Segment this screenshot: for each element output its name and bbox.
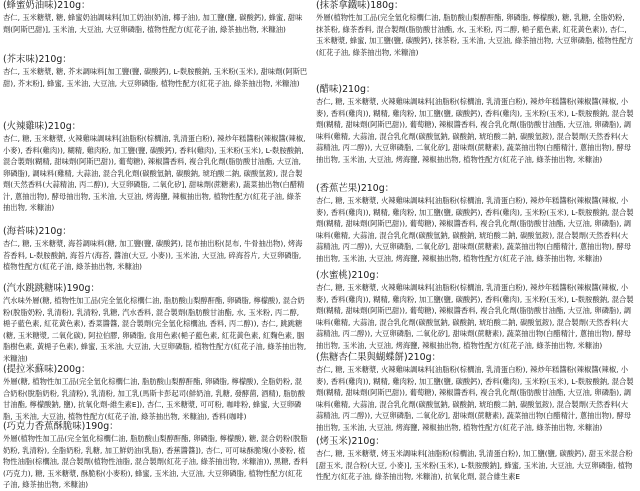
- flavor-entry-peach: [316, 270, 634, 350]
- flavor-entry-banana-mango: [316, 183, 634, 263]
- flavor-entry-choco-banana: [3, 421, 308, 489]
- flavor-title: (香蕉芒果)210g：: [316, 183, 395, 194]
- ingredients-text: 杏仁, 糖, 玉米糖漿, 烤玉米調味料[油脂粉(棕櫚油, 乳清蛋白粉), 加工鹽(鹽, 碳酸鈣), 甜玉米混合粉[甜玉米, 混合粉(大豆, 小麥)], 玉米粉(玉米), L-麩胺酸鈉], 蜂蜜, 玉米油, 大豆油, 大豆卵磷脂, 植物性配方(紅花子油, 綠茶抽出物, 米糠油), 抗氧化劑, 混合維生素E: [316, 449, 633, 481]
- flavor-title: (焦糖杏仁果與蝴蝶餅)210g：: [316, 352, 441, 363]
- ingredients-text: 杏仁, 糖, 玉米糖漿, 火辣雞味調味料[油脂粉(棕櫚油, 乳清蛋白粉), 辣炒年糕醬粉(辣椒醬(辣椒, 小麥), 香料(雞肉)), 糊精, 雞肉粉, 加工鹽(鹽, 碳酸鈣), 香料(雞肉), 玉米粉(玉米), L-麩胺酸鈉, 混合製劑(糊精, 甜味劑(阿斯巴甜)), 葡萄糖), 辣椒醬香料, 複合乳化劑(脂肪酸甘油酯, 大豆油, 卵磷脂), 調味料(雞精, 大蒜油, 混合乳化劑(碳酸氫鈉, 碳酸鈉, 琥珀酸二鈉, 碳酸氫銨), 混合製劑(天然香料(大蒜精油, 丙二醇)), 大豆卵磷脂, 二氧化矽], 甜味劑(蔗糖素), 蔬菜抽出物(白醋精汁, 蔥抽出物), 酵母抽出物, 玉米油, 大豆油, 烤海鹽, 辣椒抽出物, 植物性配方(紅花子油, 綠茶抽出物, 米糠油): [3, 134, 306, 212]
- ingredients-text: 杏仁, 糖, 玉米糖漿, 火辣雞味調味料[油脂粉(棕櫚油, 乳清蛋白粉), 辣炒年糕醬粉(辣椒醬(辣椒, 小麥), 香料(雞肉)), 糊精, 雞肉粉, 加工鹽(鹽, 碳酸鈣), 香料(雞肉), 玉米粉(玉米), L-麩胺酸鈉, 混合製劑(糊精, 甜味劑(阿斯巴甜)), 葡萄糖), 辣椒醬香料, 複合乳化劑(脂肪酸甘油酯, 大豆油, 卵磷脂), 調味料(雞精, 大蒜油, 混合乳化劑(碳酸氫鈉, 碳酸鈉, 琥珀酸二鈉, 碳酸氫銨), 混合製劑(天然香料(大蒜精油, 丙二醇)), 大豆卵磷脂, 二氧化矽], 甜味劑(蔗糖素), 蔬菜抽出物(白醋精汁, 蔥抽出物), 酵母抽出物, 玉米油, 大豆油, 烤海鹽, 辣椒抽出物, 植物性配方(紅花子油, 綠茶抽出物, 米糠油): [316, 196, 634, 263]
- flavor-entry-caramel-almond-pretzel: [316, 352, 634, 432]
- flavor-entry-strawberry: [316, 84, 634, 164]
- flavor-title: (火辣雞味)210g：: [3, 121, 82, 132]
- flavor-title: (海苔味)210g：: [3, 226, 72, 237]
- flavor-entry-honey-butter: [3, 0, 308, 62]
- flavor-title: (汽水跳跳糖味)190g：: [3, 283, 100, 294]
- ingredients-text: 外層(糖, 植物性加工品(完全氫化棕櫚仁油, 脂肪酸山梨醇酐酯, 卵磷脂, 檸檬酸), 全脂奶粉, 混合奶粉(脫脂奶粉, 乳清粉), 乳清粉, 加工乳(馬斯卡彭起司(鮮奶油, 乳糖, 發酵菌, 酒精), 脂肪酸甘油酯, 檸檬酸鈉, 鹽), 抗氧化劑-維生素E]), 杏仁, 玉米糖漿, 可可粉, 咖啡粉, 蜂蜜, 大豆卵磷脂, 玉米油, 大豆油, 植物性配方(紅花子油, 綠茶抽出物, 米糠油), 香料(咖啡): [3, 377, 306, 421]
- ingredients-text: 杏仁, 玉米糖漿, 糖, 蜂蜜奶油調味料[加工奶油(奶油, 椰子油), 加工鹽(鹽, 碳酸鈣), 蜂蜜, 甜味劑(阿斯巴甜)], 玉米油, 大豆油, 大豆卵磷脂, 植物性配方(紅花子油, 綠茶抽出物, 米糠油): [3, 13, 303, 34]
- ingredients-text: 杏仁, 糖, 玉米糖漿, 火辣雞味調味料[油脂粉(棕櫚油, 乳清蛋白粉), 辣炒年糕醬粉(辣椒醬(辣椒, 小麥), 香料(雞肉)), 糊精, 雞肉粉, 加工鹽(鹽, 碳酸鈣), 香料(雞肉), 玉米粉(玉米), L-麩胺酸鈉, 混合製劑(糊精, 甜味劑(阿斯巴甜)), 葡萄糖), 辣椒醬香料, 複合乳化劑(脂肪酸甘油酯, 大豆油, 卵磷脂), 調味料(雞精, 大蒜油, 混合乳化劑(碳酸氫鈉, 碳酸鈉, 琥珀酸二鈉, 碳酸氫銨), 混合製劑(天然香料(大蒜精油, 丙二醇)), 大豆卵磷脂, 二氧化矽], 甜味劑(蔗糖素), 蔬菜抽出物(白醋精汁, 蔥抽出物), 酵母抽出物, 玉米油, 大豆油, 烤海鹽, 辣椒抽出物, 植物性配方(紅花子油, 綠茶抽出物, 米糠油): [316, 283, 634, 350]
- flavor-entry-wasabi: [3, 54, 308, 120]
- flavor-title: (巧克力香蕉酥脆味)190g：: [3, 421, 119, 432]
- ingredients-text: 杏仁, 糖, 玉米糖漿, 海苔調味料(糖, 加工鹽(鹽, 碳酸鈣), 昆布抽出粉(昆布, 牛骨抽出物), 烤海苔香料, L-麩胺酸鈉, 海苔片(海苔, 醬油(大豆, 小麥)), 玉米油, 大豆油, 碎海苔片, 大豆卵磷脂, 植物性配方(紅花子油, 綠茶抽出物, 米糠油): [3, 239, 303, 271]
- ingredients-text: 杏仁, 糖, 玉米糖漿, 火辣雞味調味料[油脂粉(棕櫚油, 乳清蛋白粉), 辣炒年糕醬粉(辣椒醬(辣椒, 小麥), 香料(雞肉)), 糊精, 雞肉粉, 加工鹽(鹽, 碳酸鈣), 香料(雞肉), 玉米粉(玉米), L-麩胺酸鈉, 混合製劑(糊精, 甜味劑(阿斯巴甜)), 葡萄糖), 辣椒醬香料, 複合乳化劑(脂肪酸甘油酯, 大豆油, 卵磷脂), 調味料(雞精, 大蒜油, 混合乳化劑(碳酸氫鈉, 碳酸鈉, 琥珀酸二鈉, 碳酸氫銨), 混合製劑(天然香料(大蒜精油, 丙二醇)), 大豆卵磷脂, 二氧化矽], 甜味劑(蔗糖素), 蔬菜抽出物(白醋精汁, 蔥抽出物), 酵母抽出物, 玉米油, 大豆油, 烤海鹽, 辣椒抽出物, 植物性配方(紅花子油, 綠茶抽出物, 米糠油): [316, 365, 634, 432]
- flavor-entry-tiramisu: [3, 364, 308, 420]
- flavor-entry-soda-popping-candy: [3, 283, 308, 363]
- flavor-title: (醋味)210g：: [316, 84, 376, 95]
- ingredients-text: 外層(植物性加工品(完全氫化棕櫚仁油, 脂肪酸山梨醇酐酯, 卵磷脂, 檸檬酸), 糖, 混合奶粉(脫脂奶粉, 乳清粉), 全脂奶粉, 乳糖, 加工鮮奶油(乳脂), 香蕉醬醬]), 杏仁, 可可味酥脆塊(小麥粉, 植物性油脂(棕櫚油, 混合製劑(植物性油脂, 混合製劑(紅花子油, 綠茶抽出物, 米糠油)), 黑糖, 香料(巧克力), 糖, 玉米糖漿, 酥脆粉(小麥粉), 蜂蜜, 玉米油, 大豆油, 大豆卵磷脂, 植物性配方(紅花子油, 綠茶抽出物, 米糠油): [3, 434, 308, 489]
- flavor-entry-seaweed: [3, 226, 308, 284]
- ingredients-text: 杏仁, 糖, 玉米糖漿, 火辣雞味調味料[油脂粉(棕櫚油, 乳清蛋白粉), 辣炒年糕醬粉(辣椒醬(辣椒, 小麥), 香料(雞肉)), 糊精, 雞肉粉, 加工鹽(鹽, 碳酸鈣), 香料(雞肉), 玉米粉(玉米), L-麩胺酸鈉, 混合製劑(糊精, 甜味劑(阿斯巴甜)), 葡萄糖), 辣椒醬香料, 複合乳化劑(脂肪酸甘油酯, 大豆油, 卵磷脂), 調味料(雞精, 大蒜油, 混合乳化劑(碳酸氫鈉, 碳酸鈉, 琥珀酸二鈉, 碳酸氫銨), 混合製劑(天然香料(大蒜精油, 丙二醇)), 大豆卵磷脂, 二氧化矽], 甜味劑(蔗糖素), 蔬菜抽出物(白醋精汁, 蔥抽出物), 酵母抽出物, 玉米油, 大豆油, 烤海鹽, 辣椒抽出物, 植物性配方(紅花子油, 綠茶抽出物, 米糠油): [316, 97, 634, 164]
- ingredients-text: 汽水味外層(糖, 植物性加工品(完全氫化棕櫚仁油, 脂肪酸山梨醇酐酯, 卵磷脂, 檸檬酸), 混合奶粉(脫脂奶粉, 乳清粉), 乳清粉, 乳糖, 汽水香料, 混合製劑(脂肪酸甘油酯, 水, 玉米粉, 丙二醇, 梔子藍色素, 紅花黃色素), 香菜醬醬, 混合製劑(完全氫化棕櫚油, 香料, 丙二醇)), 杏仁, 跳跳糖(糖, 玉米糖漿, 二氧化碳), 阿拉伯膠, 卵磷脂, 食用色素(梔子藍色素, 紅花黃色素, 紅麴色素, 胭脂樹色素, 黃梔子色素), 蜂蜜, 玉米油, 大豆油, 大豆卵磷脂, 植物性配方(紅花子油, 綠茶抽出物, 米糠油): [3, 296, 307, 363]
- flavor-title: (水蜜桃)210g：: [316, 270, 385, 281]
- flavor-title: (提拉米蘇味)200g：: [3, 364, 91, 375]
- flavor-title: (蜂蜜奶油味)210g：: [3, 0, 91, 11]
- flavor-entry-roasted-corn: [316, 436, 634, 482]
- flavor-title: (芥末味)210g：: [3, 54, 72, 65]
- flavor-entry-hot-chicken: [3, 121, 308, 225]
- ingredients-text: 外層(植物性加工品(完全氫化棕櫚仁油, 脂肪酸山梨醇酐酯, 卵磷脂, 檸檬酸), 糖, 乳糖, 全脂奶粉, 抹茶粉, 綠茶香料, 混合製劑(脂肪酸甘油酯, 水, 玉米粉, 丙二醇, 梔子藍色素, 紅花黃色素)), 杏仁, 玉米糖漿, 蜂蜜, 加工鹽(鹽, 碳酸鈣), 抹茶粉, 玉米油, 大豆油, 綠茶抽出物, 大豆卵磷脂, 植物性配方(紅花子油, 綠茶抽出物, 米糠油): [316, 13, 634, 57]
- flavor-title: (抹茶拿鐵味)180g：: [316, 0, 404, 11]
- flavor-entry-matcha-latte: [316, 0, 634, 60]
- ingredients-text: 杏仁, 玉米糖漿, 糖, 芥末調味料[加工鹽(鹽, 碳酸鈣), L-麩胺酸鈉, 玉米粉(玉米), 甜味劑(阿斯巴甜), 芥末粉], 蜂蜜, 玉米油, 大豆油, 大豆卵磷脂, 植物性配方(紅花子油, 綠茶抽出物, 米糠油): [3, 67, 308, 88]
- flavor-title: (烤玉米)210g：: [316, 436, 385, 447]
